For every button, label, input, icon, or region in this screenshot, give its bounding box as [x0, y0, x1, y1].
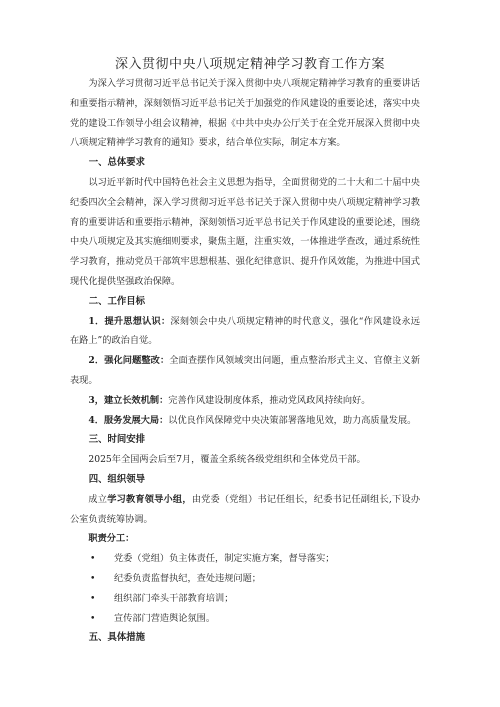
general-requirements-paragraph: 以习近平新时代中国特色社会主义思想为指导，全面贯彻党的二十大和二十届中央纪委四次全会精神，深入学习贯彻习近平总书记关于深入贯彻中央八项规定精神学习教育的重要讲话和重要指示精神，深刻领悟习近平总书记关于作风建设的重要论述，围绕中央八项规定及其实施细则要求，聚焦主题，注重实效，一体推进学查改，通过系统性学习教育，推动党员干部筑牢思想根基、强化纪律意识、提升作风效能，为推进中国式现代化提供坚强政治保障。: [70, 176, 420, 287]
goal-label: ．服务发展大局：: [94, 414, 169, 426]
intro-paragraph: 为深入学习贯彻习近平总书记关于深入贯彻中央八项规定精神学习教育的重要讲话和重要指示精神，深刻领悟习近平总书记关于加强党的作风建设的重要论述，落实中央党的建设工作领导小组会议精神，根据《中共中央办公厅关于在全党开展深入贯彻中央八项规定精神学习教育的通知》要求，结合单位实际，制定本方案。: [70, 78, 420, 149]
goal-number: 4: [88, 414, 95, 426]
goal-text: 完善作风建设制度体系，推动党风政风持续向好。: [168, 394, 371, 406]
goal-number: 1: [88, 315, 95, 327]
bullet-icon: •: [90, 592, 96, 604]
section-heading-general: 一、总体要求: [88, 157, 146, 169]
goal-label: ，建立长效机制：: [94, 394, 169, 406]
duty-text: 组织部门牵头干部教育培训；: [114, 592, 234, 604]
goal-item: [70, 411, 420, 431]
duty-list: [70, 549, 420, 628]
goal-text: 全面查摆作风领域突出问题，重点整治形式主义、官僚主义新表现。: [70, 355, 421, 386]
goal-label: ．强化问题整改：: [94, 355, 170, 367]
list-item: [70, 549, 420, 569]
duty-text: 党委（党组）负主体责任，制定实施方案，督导落实；: [114, 553, 335, 565]
document-title: 深入贯彻中央八项规定精神学习教育工作方案: [114, 57, 385, 72]
leadership-paragraph: [70, 490, 420, 530]
duty-text: 宣传部门营造舆论氛围。: [114, 612, 216, 624]
duty-text: 纪委负责监督执纪，查处违规问题；: [114, 572, 261, 584]
leadership-prefix: 成立: [88, 493, 108, 505]
goal-text: 深刻领会中央八项规定精神的时代意义，强化“作风建设永远在路上”的政治自觉。: [70, 315, 420, 347]
leadership-detail: 由党委（党组）书记任组长，纪委书记任副组长,下设办公室负责统筹协调。: [70, 493, 421, 525]
list-item: [70, 609, 420, 629]
goal-number: 2: [88, 355, 95, 367]
duty-heading: 职责分工：: [88, 533, 135, 545]
bullet-icon: •: [90, 612, 96, 624]
section-heading-schedule: 三、时间安排: [88, 434, 146, 446]
goal-item: [70, 351, 420, 391]
goal-label: ．提升思想认识：: [94, 315, 171, 327]
section-heading-goals: 二、工作目标: [88, 295, 146, 307]
goal-item: [70, 312, 420, 352]
bullet-icon: •: [90, 553, 96, 565]
goal-item: [70, 391, 420, 411]
bullet-icon: •: [90, 572, 96, 584]
section-heading-leadership: 四、组织领导: [88, 473, 146, 485]
list-item: [70, 589, 420, 609]
goal-text: 以优良作风保障党中央决策部署落地见效，助力高质量发展。: [168, 414, 417, 426]
goal-number: 3: [88, 394, 95, 406]
schedule-paragraph: 2025年全国两会后至7月，覆盖全系统各级党组织和全体党员干部。: [88, 454, 366, 466]
leadership-group-name: 学习教育领导小组，: [107, 493, 192, 505]
document-body: [70, 74, 420, 648]
section-heading-measures: 五、具体措施: [88, 632, 146, 644]
list-item: [70, 569, 420, 589]
